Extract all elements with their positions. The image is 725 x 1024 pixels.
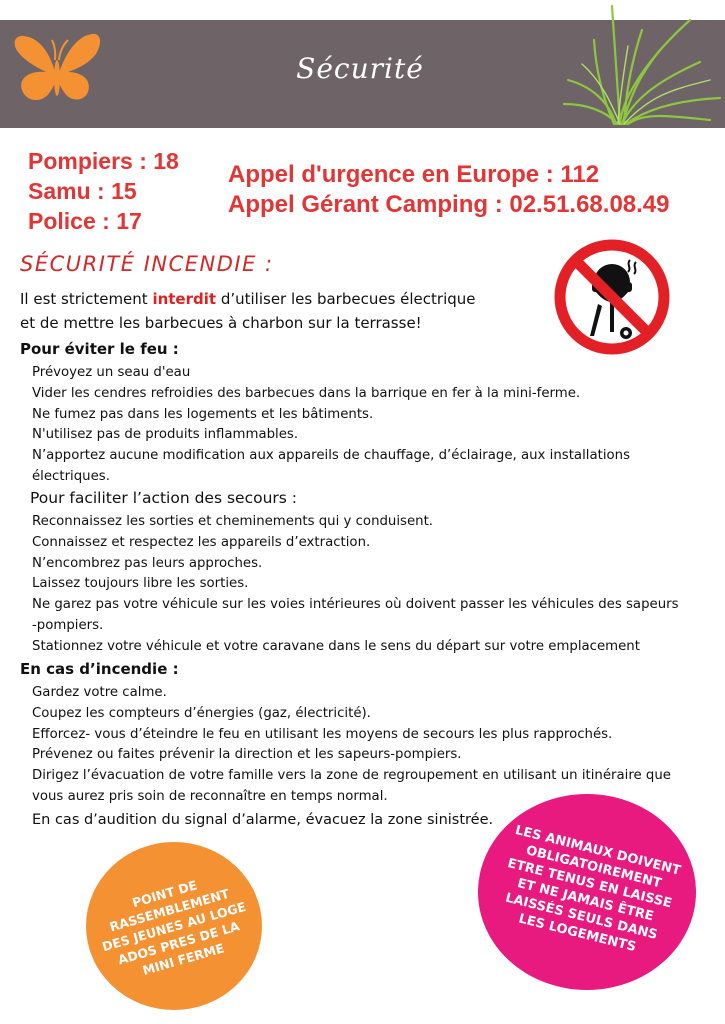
- forbidden-highlight: interdit: [152, 290, 217, 308]
- intro-text-line2: et de mettre les barbecues à charbon sur la terrasse!: [20, 314, 422, 332]
- fire-safety-title: SÉCURITÉ INCENDIE :: [20, 252, 274, 276]
- barbecue-warning: [20, 287, 476, 335]
- rescue-list: [32, 512, 679, 658]
- grass-icon: [560, 0, 725, 128]
- camping-manager-number: Appel Gérant Camping : 02.51.68.08.49: [228, 191, 670, 218]
- alarm-instruction: En cas d’audition du signal d’alarme, évacuez la zone sinistrée.: [32, 812, 494, 828]
- list-item: Vider les cendres refroidies des barbecues dans la barrique en fer à la mini-ferme.: [32, 385, 581, 401]
- emergency-numbers-left: [28, 146, 179, 236]
- rescue-heading: Pour faciliter l’action des secours :: [30, 489, 297, 507]
- page-title: Sécurité: [296, 52, 424, 85]
- list-item: Prévenez ou faites prévenir la direction et les sapeurs-pompiers.: [32, 747, 462, 763]
- firefighters-number: Pompiers : 18: [28, 148, 179, 174]
- in-case-of-fire-heading: En cas d’incendie :: [20, 660, 179, 678]
- pets-rule-badge: [478, 794, 696, 990]
- youth-meeting-point-badge: [86, 842, 262, 1010]
- european-emergency-number: Appel d'urgence en Europe : 112: [228, 161, 600, 188]
- list-item: Coupez les compteurs d’énergies (gaz, électricité).: [32, 705, 371, 721]
- list-item: Dirigez l’évacuation de votre famille vers la zone de regroupement en utilisant un itinéraire que: [32, 768, 671, 784]
- list-item: Efforcez- vous d’éteindre le feu en utilisant les moyens de secours les plus rapprochés.: [32, 726, 613, 742]
- intro-text-end: d’utiliser les barbecues électrique: [216, 290, 476, 308]
- list-item: N’apportez aucune modification aux appareils de chauffage, d’éclairage, aux installations: [32, 448, 631, 464]
- list-item: Connaissez et respectez les appareils d’extraction.: [32, 534, 371, 550]
- police-number: Police : 17: [28, 208, 142, 234]
- list-item: -pompiers.: [32, 617, 104, 633]
- no-barbecue-icon: [540, 238, 684, 356]
- pets-rule-text: LES ANIMAUX DOIVENT OBLIGATOIREMENT ETRE TENUS EN LAISSE ET NE JAMAIS ÊTRE LAISSÉS SEULS DANS LES LOGEMENTS: [503, 822, 682, 956]
- list-item: Gardez votre calme.: [32, 685, 167, 700]
- prevent-fire-heading: Pour éviter le feu :: [20, 340, 179, 358]
- intro-text-start: Il est strictement: [20, 290, 153, 308]
- list-item: N'utilisez pas de produits inflammables.: [32, 427, 299, 443]
- list-item: Reconnaissez les sorties et cheminements qui y conduisent.: [32, 514, 434, 529]
- in-case-of-fire-list: [32, 683, 671, 808]
- youth-meeting-point-text: POINT DE RASSEMBLEMENT DES JEUNES AU LOGE ADOS PRES DE LA MINI FERME: [100, 876, 248, 978]
- list-item: vous aurez pris soin de reconnaître en temps normal.: [32, 788, 388, 804]
- list-item: Stationnez votre véhicule et votre caravane dans le sens du départ sur votre emplacement: [32, 638, 640, 654]
- list-item: N’encombrez pas leurs approches.: [32, 555, 263, 571]
- butterfly-icon: [12, 30, 102, 112]
- list-item: Laissez toujours libre les sorties.: [32, 576, 249, 592]
- list-item: Ne garez pas votre véhicule sur les voies intérieures où doivent passer les véhicules des sapeurs: [32, 597, 679, 613]
- samu-number: Samu : 15: [28, 178, 137, 204]
- list-item: Prévoyez un seau d'eau: [32, 365, 191, 380]
- emergency-numbers-right: [228, 160, 670, 220]
- list-item: électriques.: [32, 468, 110, 484]
- prevent-fire-list: [32, 363, 630, 488]
- list-item: Ne fumez pas dans les logements et les bâtiments.: [32, 406, 374, 422]
